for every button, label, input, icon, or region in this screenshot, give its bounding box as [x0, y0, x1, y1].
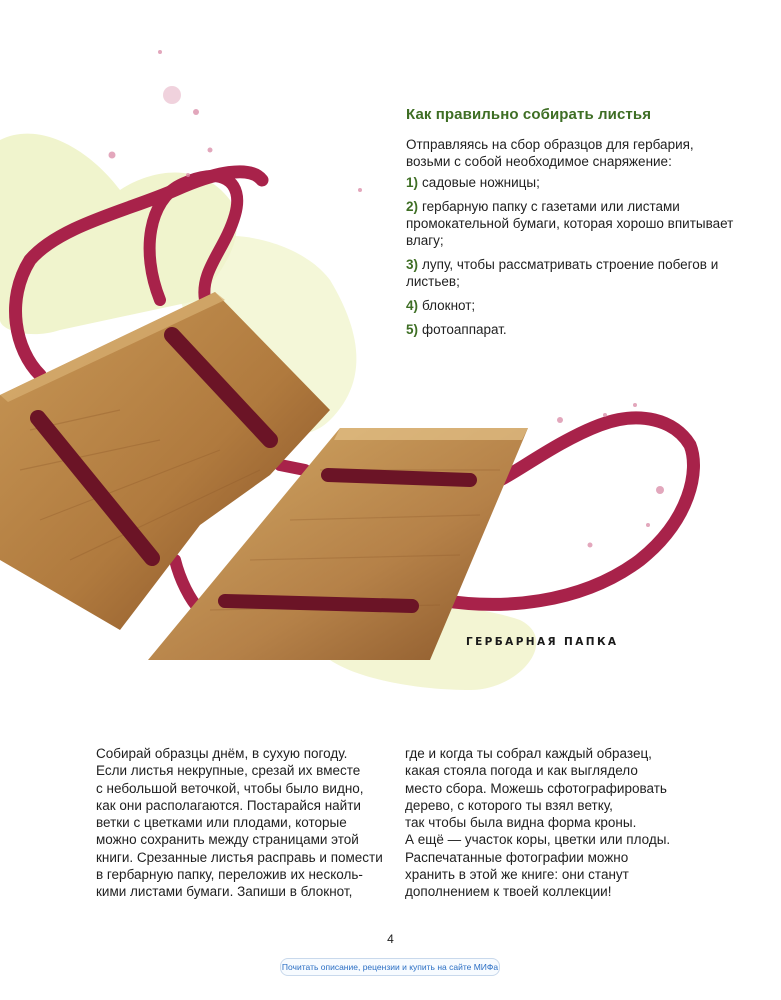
body-line: в гербарную папку, переложив их несколь- [96, 867, 363, 883]
list-item-text: фотоаппарат. [422, 322, 507, 337]
body-line: место сбора. Можешь сфотографировать [405, 780, 667, 796]
body-line: можно сохранить между страницами этой [96, 832, 359, 848]
illustration-caption: ГЕРБАРНАЯ ПАПКА [466, 636, 619, 648]
folder-bar-4 [225, 601, 412, 606]
body-line: Если листья некрупные, срезай их вместе [96, 763, 361, 779]
page-number: 4 [387, 932, 394, 946]
list-item [406, 198, 736, 249]
body-line: с небольшой веточкой, чтобы было видно, [96, 780, 364, 796]
body-line: книги. Срезанные листья расправь и помести [96, 849, 383, 865]
body-line: ветки с цветками или плодами, которые [96, 815, 347, 831]
list-item-number: 4) [406, 298, 419, 313]
body-line: дополнением к твоей коллекции! [405, 884, 612, 900]
list-item-text: садовые ножницы; [422, 175, 540, 190]
body-line: так чтобы была видна форма кроны. [405, 815, 637, 831]
list-item-text: блокнот; [422, 298, 476, 313]
intro-text: Отправляясь на сбор образцов для гербария, возьми с собой необходимое снаряжение: [406, 137, 694, 169]
body-line: Распечатанные фотографии можно [405, 849, 629, 865]
list-item [406, 256, 736, 290]
list-item [406, 321, 736, 338]
body-column-left [96, 745, 388, 901]
mif-store-link[interactable]: Почитать описание, рецензии и купить на сайте МИФа [280, 958, 500, 976]
body-line: где и когда ты собрал каждый образец, [405, 746, 652, 761]
body-column-right [405, 745, 697, 901]
list-item [406, 297, 736, 314]
list-item-number: 1) [406, 175, 419, 190]
body-line: какая стояла погода и как выглядело [405, 763, 638, 779]
body-line: кими листами бумаги. Запиши в блокнот, [96, 884, 353, 900]
list-item-text: гербарную папку с газетами или листами промокательной бумаги, которая хорошо впитывает влагу; [406, 199, 734, 248]
body-line: как они располагаются. Постарайся найти [96, 797, 361, 813]
equipment-list [406, 174, 736, 345]
section-heading: Как правильно собирать листья [406, 106, 652, 123]
body-line: дерево, с которого ты взял ветку, [405, 797, 613, 813]
list-item-text: лупу, чтобы рассматривать строение побегов и листьев; [406, 257, 719, 289]
list-item [406, 174, 736, 191]
folder-bar-3 [328, 475, 470, 480]
list-item-number: 5) [406, 322, 419, 337]
body-line: хранить в этой же книге: они станут [405, 867, 629, 883]
body-line: Собирай образцы днём, в сухую погоду. [96, 746, 348, 761]
body-line: А ещё — участок коры, цветки или плоды. [405, 832, 671, 848]
list-item-number: 3) [406, 257, 419, 272]
list-item-number: 2) [406, 199, 419, 214]
